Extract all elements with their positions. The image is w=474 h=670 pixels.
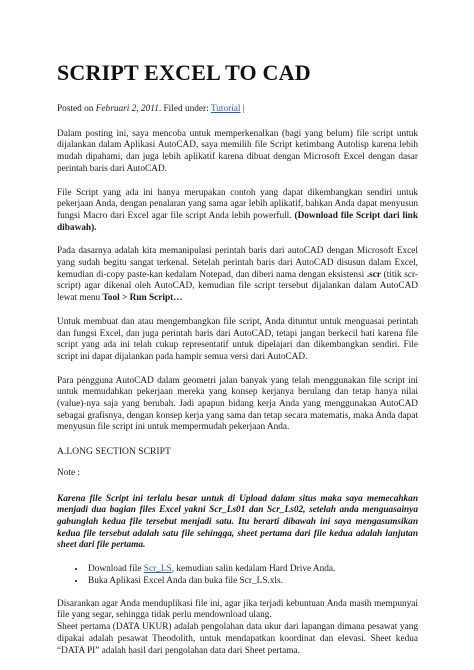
download-note: (Download file Script dari link dibawah).	[57, 210, 419, 233]
note-label: Note :	[57, 467, 80, 478]
posted-on-label: Posted on	[57, 104, 94, 114]
category-link[interactable]: Tutorial	[210, 104, 241, 114]
requirements-paragraph: Untuk membuat dan atau mengembangkan file script, Anda dituntut untuk menguasai perintah dan fungsi Excel, dan juga perintah baris dari AutoCAD, tetapi jangan berkecil hati karena file script yang ada ini telah cukup representatif untuk dipelajari dan dikembangkan sendiri. File script ini dapat dijalankan pada hampir semua versi dari AutoCAD.	[57, 316, 418, 362]
filed-under-label: . Filed under:	[158, 104, 209, 114]
users-paragraph: Para pengguna AutoCAD dalam geometri jalan banyak yang telah menggunakan file script ini untuk memudahkan pekerjaan mereka yang konsep kerjanya berulang dan tetap hanya nilai (value)-nya saja yang berubah. Jadi apapun bidang kerja Anda yang menggunakan AutoCAD sebagai grafisnya, dengan konsep kerja yang sama dan tetap secara matematis, maka Anda dapat menyusun file script ini untuk mempermudah pekerjaan Anda.	[57, 375, 418, 433]
duplicate-paragraph: Disarankan agar Anda menduplikasi file ini, agar jika terjadi kebuntuan Anda masih mempunyai file yang segar, sehingga tidak perlu mendownload ulang.	[57, 598, 418, 621]
manipulation-paragraph	[57, 246, 418, 305]
manipulation-text-1: Pada dasarnya adalah kita memanipulasi perintah baris dari autoCAD dengan Microsoft Excel yang sudah begitu sangat terkenal. Setelah perintah baris dari AutoCAD disusun dalam Excel, kemudian di-copy paste-kan kedalam Notepad, dan diberi nama dengan eksistensi	[57, 246, 418, 280]
note-text: Karena file Script ini terlalu besar untuk di Upload dalam situs maka saya memecahkan menjadi dua bagian files Excel yakni Scr_Ls01 dan Scr_Ls02, setelah anda menguasainya gabunglah kedua file tersebut menjadi satu. Itu berarti dibawah ini saya mengasumsikan kedua file tersebut adalah satu file sehingga, sheet pertama dari file kedua adalah lanjutan sheet dari file pertama.	[57, 493, 418, 551]
scr-ls-link[interactable]: Scr_LS	[143, 564, 172, 575]
page-title: SCRIPT EXCEL TO CAD	[57, 60, 311, 85]
list-item	[86, 564, 418, 576]
steps-list	[57, 564, 418, 588]
manipulation-text-2: (titik scr-script) agar dikenal oleh AutoCAD, kemudian file script tersebut dijalankan dalam AutoCAD lewat menu	[57, 269, 418, 304]
meta-separator: |	[242, 104, 245, 114]
post-date: Februari 2, 2011	[95, 104, 159, 114]
run-script-menu: Tool > Run Script…	[102, 293, 183, 304]
list-item: • Buka Aplikasi Excel Anda dan buka file Scr_LS.xls.	[86, 576, 418, 588]
post-meta	[57, 104, 418, 116]
intro-paragraph: Dalam posting ini, saya mencoba untuk memperkenalkan (bagi yang belum) file script untuk dijalankan dalam Aplikasi AutoCAD, saya memilih file Script ketimbang Autolisp karena lebih mudah dipahami, dan juga lebih aplikatif karena dibuat dengan Microsoft Excel dengan dasar perintah baris dari AutoCAD.	[57, 128, 418, 174]
scr-extension: .scr	[366, 269, 382, 280]
script-example-paragraph	[57, 188, 418, 235]
section-heading: A.LONG SECTION SCRIPT	[57, 446, 171, 458]
script-example-text: File Script yang ada ini hanya merupakan contoh yang dapat dikembangkan sendiri untuk pekerjaan Anda, dengan penalaran yang sama agar lebih aplikatif, bahkan Anda dapat menyusun fungsi Macro dari Excel agar file script Anda lebih powerfull.	[57, 187, 418, 221]
download-prefix: Download file	[88, 564, 142, 575]
download-suffix: , kemudian salin kedalam Hard Drive Anda.	[171, 564, 336, 575]
sheet-paragraph: Sheet pertama (DATA UKUR) adalah pengolahan data ukur dari lapangan dimana pesawat yang dipakai adalah pesawat Theodolith, untuk mendapatkan koordinat dan elevasi. Sheet kedua “DATA PI” adalah hasil dari pengolahan data dari Sheet pertama.	[57, 622, 418, 656]
